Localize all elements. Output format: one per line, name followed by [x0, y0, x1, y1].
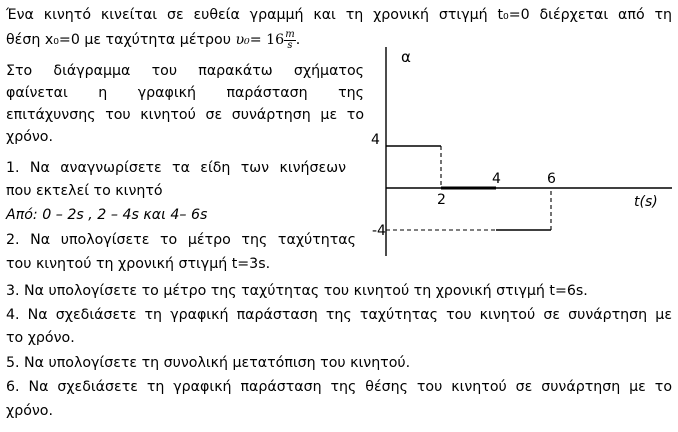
- problem-intro-line2: θέση x₀=0 με ταχύτητα μέτρου υ₀= 16 $\frac{m}{s}$ .: [6, 28, 301, 51]
- question-3: 3. Να υπολογίσετε το μέτρο της ταχύτητας του κινητού τη χρονική στιγμή t=6s.: [6, 283, 588, 299]
- question-2-line-a: 2. Να υπολογίσετε το μέτρο της ταχύτητας: [6, 232, 356, 248]
- question-5: 5. Να υπολογίσετε τη συνολική μετατόπιση του κινητού.: [6, 355, 411, 371]
- problem-intro-line1: Ένα κινητό κινείται σε ευθεία γραμμή και τη χρονική στιγμή t₀=0 διέρχεται από τη: [6, 7, 672, 23]
- problem-intro-line3: Στο διάγραμμα του παρακάτω σχήματος: [6, 63, 364, 79]
- v0-symbol: υ₀: [235, 32, 250, 48]
- question-4-line-b: το χρόνο.: [6, 330, 75, 346]
- problem-intro-line5: επιτάχυνσης του κινητού σε συνάρτηση με το: [6, 107, 364, 123]
- problem-intro-line6: χρόνο.: [6, 129, 53, 145]
- question-1-line-b: που εκτελεί το κινητό: [6, 183, 163, 199]
- question-6-line-b: χρόνο.: [6, 403, 53, 419]
- y-tick-label-neg4: -4: [372, 223, 386, 239]
- x-tick-label-4: 4: [492, 171, 501, 187]
- y-tick-label-4: 4: [371, 132, 380, 148]
- x-tick-label-6: 6: [547, 171, 556, 187]
- v0-value: = 16: [249, 32, 285, 48]
- question-4-line-a: 4. Να σχεδιάσετε τη γραφική παράσταση της ταχύτητας του κινητού σε συνάρτηση με: [6, 307, 672, 323]
- v0-unit-fraction: $\frac{m}{s}$: [285, 28, 295, 51]
- x-axis-label: t(s): [634, 194, 658, 210]
- question-1-line-a: 1. Να αναγνωρίσετε τα είδη των κινήσεων: [6, 160, 346, 176]
- question-6-line-a: 6. Να σχεδιάσετε τη γραφική παράσταση της θέσης του κινητού σε συνάρτηση με το: [6, 379, 672, 395]
- question-2-line-b: του κινητού τη χρονική στιγμή t=3s.: [6, 256, 271, 272]
- y-axis-label: α: [401, 48, 411, 66]
- problem-intro-line4: φαίνεται η γραφική παράσταση της: [6, 85, 364, 101]
- question-1-answer: Από: 0 – 2s , 2 – 4s και 4– 6s: [6, 207, 208, 223]
- x-tick-label-2: 2: [437, 192, 446, 208]
